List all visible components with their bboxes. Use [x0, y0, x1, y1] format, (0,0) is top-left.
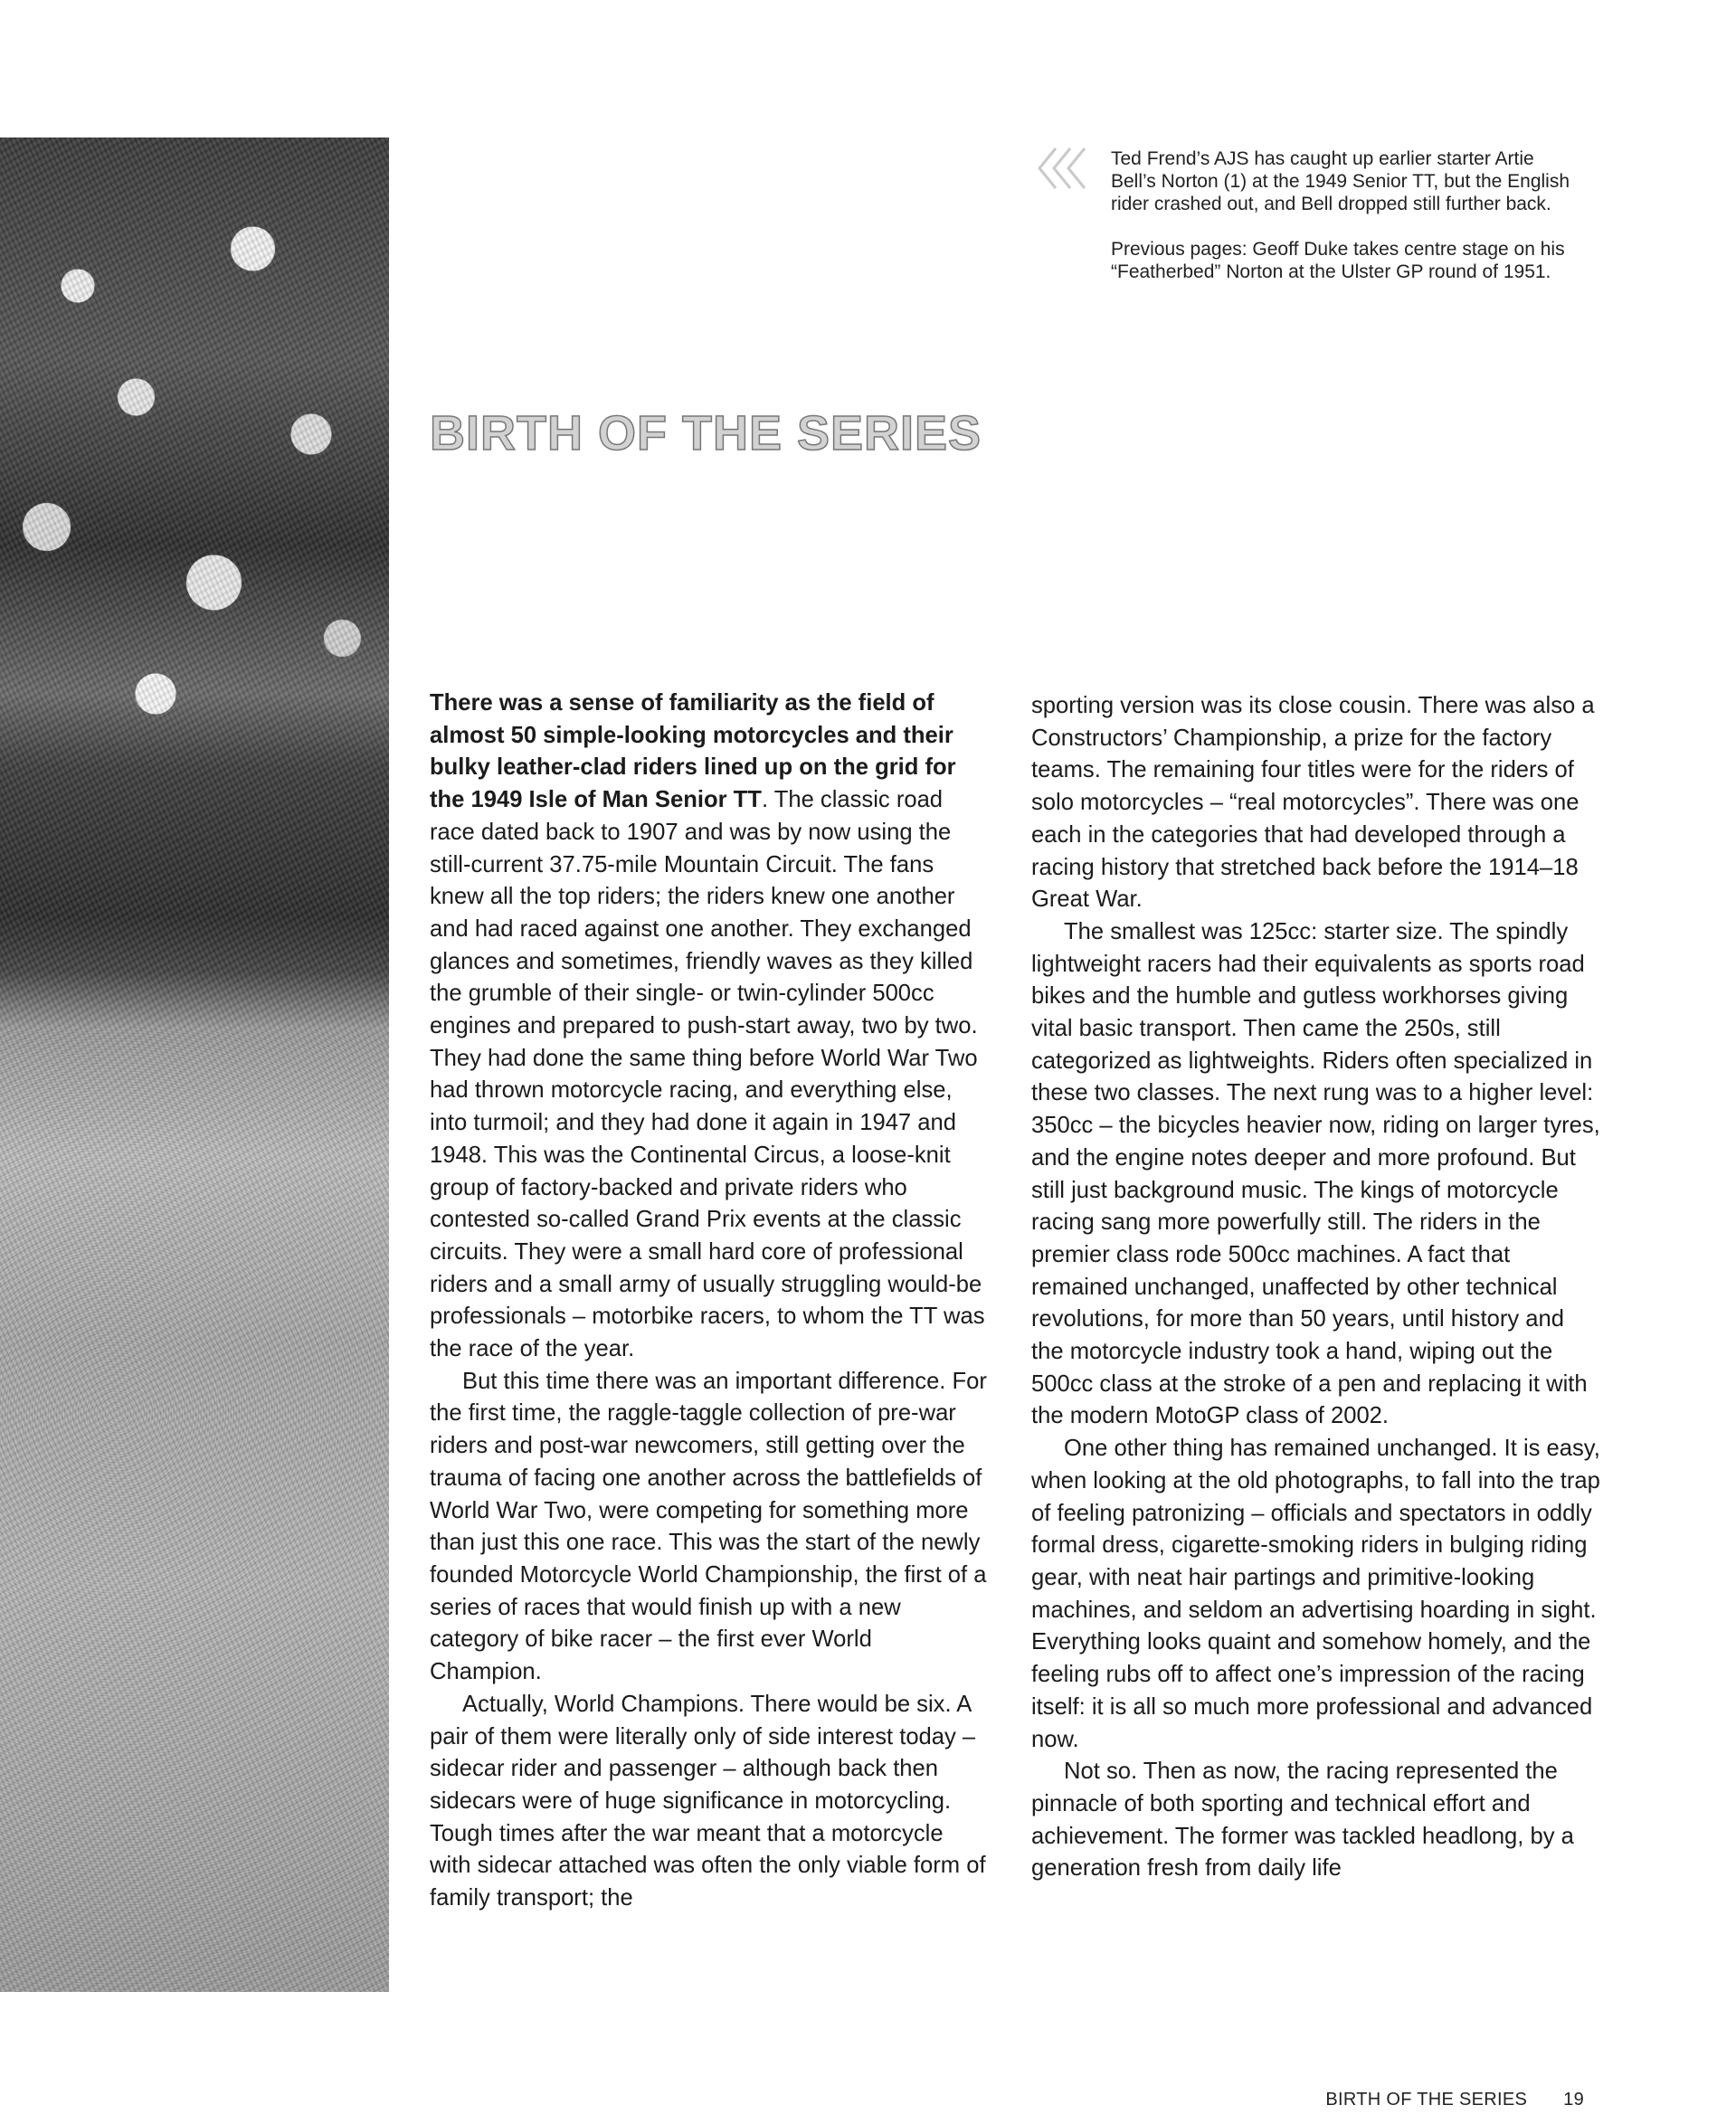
- left-paragraph-1: [430, 687, 989, 1366]
- chapter-heading: BIRTH OF THE SERIES: [430, 406, 982, 460]
- lead-text: There was a sense of familiarity as the field of almost 50 simple-looking motorcycles and their bulky leather-clad riders lined up on the grid for the 1949 Isle of Man Senior TT: [430, 690, 956, 813]
- right-column: [1031, 690, 1601, 1885]
- left-paragraph-1-rest: . The classic road race dated back to 1907 and was by now using the still-current 37.75-mile Mountain Circuit. The fans knew all the top riders; the riders knew one another and had raced against one another. They exchanged glances and sometimes, friendly waves as they killed the grumble of their single- or twin-cylinder 500cc engines and prepared to push-start away, two by two. They had done the same thing before World War Two had thrown motorcycle racing, and everything else, into turmoil; and they had done it again in 1947 and 1948. This was the Continental Circus, a loose-knit group of factory-backed and private riders who contested so-called Grand Prix events at the classic circuits. They were a small hard core of professional riders and a small army of usually struggling would-be professionals – motorbike racers, to whom the TT was the race of the year.: [430, 787, 985, 1362]
- right-paragraph-1: sporting version was its close cousin. There was also a Constructors’ Championship, a prize for the factory teams. The remaining four titles were for the riders of solo motorcycles – “real motorcycles”. There was one each in the categories that had developed through a racing history that stretched back before the 1914–18 Great War.: [1031, 693, 1595, 913]
- chevrons-icon: [1036, 145, 1090, 192]
- caption-previous: Previous pages: Geoff Duke takes centre stage on his “Featherbed” Norton at the Ulster GP round of 1951.: [1111, 239, 1565, 282]
- page-number: 19: [1563, 2090, 1584, 2110]
- right-paragraph-4: Not so. Then as now, the racing represented the pinnacle of both sporting and technical effort and achievement. The former was tackled headlong, by a generation fresh from daily life: [1031, 1759, 1574, 1882]
- page-footer: [1325, 2090, 1584, 2110]
- caption-main: Ted Frend’s AJS has caught up earlier starter Artie Bell’s Norton (1) at the 1949 Senior TT, but the English rider crashed out, and Bell dropped still further back.: [1111, 148, 1570, 214]
- left-paragraph-2: But this time there was an important difference. For the first time, the raggle-taggle collection of pre-war riders and post-war newcomers, still getting over the trauma of facing one another across the battlefields of World War Two, were competing for something more than just this one race. This was the start of the newly founded Motorcycle World Championship, the first of a series of races that would finish up with a new category of bike racer – the first ever World Champion.: [430, 1368, 987, 1685]
- right-paragraph-3: One other thing has remained unchanged. It is easy, when looking at the old photographs, to fall into the trap of feeling patronizing – officials and spectators in oddly formal dress, cigarette-smoking riders in bulging riding gear, with neat hair partings and primitive-looking machines, and seldom an advertising hoarding in sight. Everything looks quaint and somehow homely, and the feeling rubs off to affect one’s impression of the racing itself: it is all so much more professional and advanced now.: [1031, 1436, 1600, 1752]
- right-paragraph-2: The smallest was 125cc: starter size. The spindly lightweight racers had their equivalents as sports road bikes and the humble and gutless workhorses giving vital basic transport. Then came the 250s, still categorized as lightweights. Riders often specialized in these two classes. The next rung was to a higher level: 350cc – the bicycles heavier now, riding on larger tyres, and the engine notes deeper and more profound. But still just background music. The kings of motorcycle racing sang more powerfully still. The riders in the premier class rode 500cc machines. A fact that remained unchanged, unaffected by other technical revolutions, for more than 50 years, until history and the motorcycle industry took a hand, wiping out the 500cc class at the stroke of a pen and replacing it with the modern MotoGP class of 2002.: [1031, 918, 1600, 1429]
- crowd-photo: [0, 137, 389, 1992]
- running-title: BIRTH OF THE SERIES: [1325, 2090, 1528, 2110]
- photo-caption: [1111, 147, 1581, 306]
- left-column: [430, 687, 989, 1915]
- left-paragraph-3: Actually, World Champions. There would be six. A pair of them were literally only of side interest today – sidecar rider and passenger – although back then sidecars were of huge significance in motorcycling. Tough times after the war meant that a motorcycle with sidecar attached was often the only viable form of family transport; the: [430, 1691, 986, 1911]
